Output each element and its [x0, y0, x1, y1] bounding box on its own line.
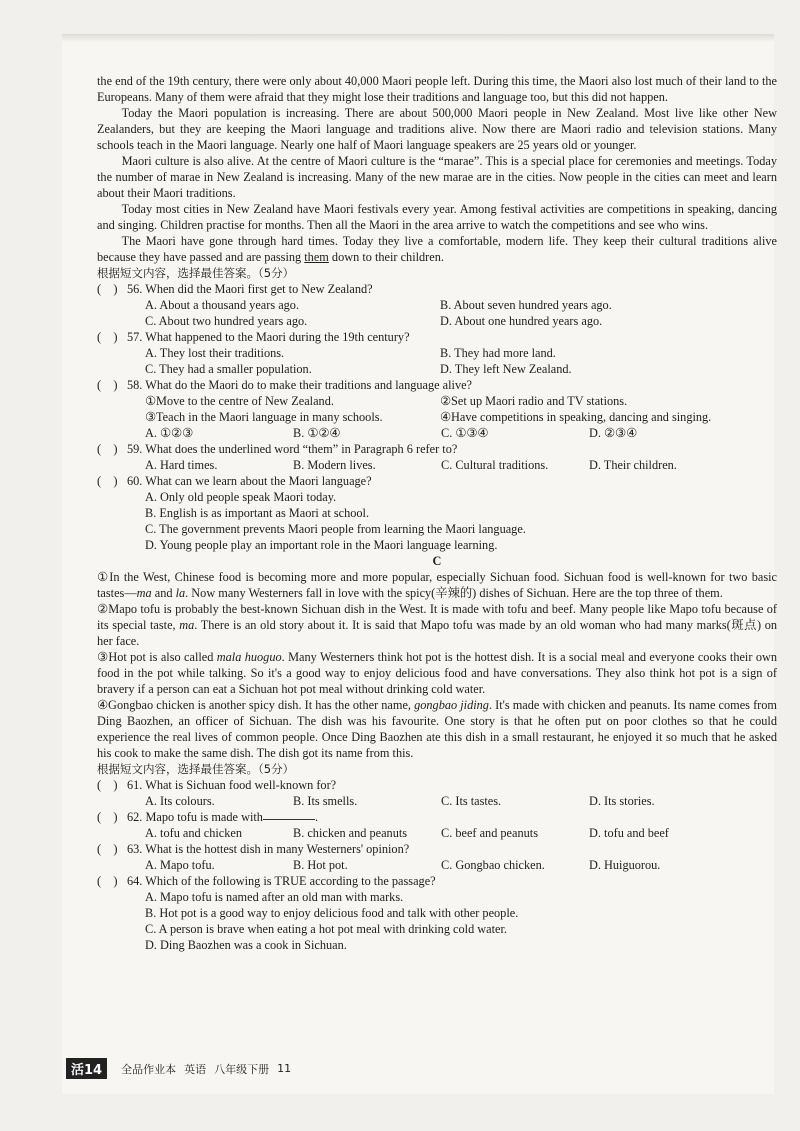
- italic-term: mala huoguo: [216, 650, 282, 664]
- numbered-item: ②Set up Maori radio and TV stations.: [440, 394, 628, 408]
- option[interactable]: C. The government prevents Maori people from learning the Maori language.: [145, 522, 526, 536]
- text-run: and: [151, 586, 176, 600]
- option-row: [97, 921, 777, 937]
- option[interactable]: B. Hot pot.: [293, 858, 348, 872]
- option[interactable]: C. A person is brave when eating a hot pot meal with drinking cold water.: [145, 922, 508, 936]
- passage-c-paragraph: [97, 569, 777, 601]
- option[interactable]: C. beef and peanuts: [441, 826, 538, 840]
- text-run: The Maori have gone through hard times. Today they live a comfortable, modern life. They keep their cultural traditions alive because they have passed and are passing: [97, 234, 777, 264]
- option[interactable]: A. Mapo tofu is named after an old man with marks.: [145, 890, 404, 904]
- text-run: ③Hot pot is also called: [97, 650, 217, 664]
- italic-term: ma: [136, 586, 152, 600]
- option[interactable]: B. ①②④: [293, 426, 341, 440]
- answer-bracket[interactable]: ( ): [97, 474, 118, 488]
- footer-page-number: 11: [277, 1062, 292, 1075]
- option[interactable]: A. They lost their traditions.: [145, 346, 285, 360]
- passage-b-paragraph: the end of the 19th century, there were only about 40,000 Maori people left. During this time, the Maori also lost much of their land to the Europeans. Many of them were afraid that they might lose their traditions and language too, but this did not happen.: [97, 74, 777, 104]
- text-run: ②Mapo tofu is probably the best-known Sichuan dish in the West. It is made with tofu and beef. Many people like Mapo tofu because of its special taste,: [97, 602, 777, 632]
- option-row: [97, 297, 777, 313]
- option-row: [97, 825, 777, 841]
- question-58: [97, 377, 777, 393]
- passage-c-paragraph: [97, 601, 777, 649]
- footer-book: 全品作业本: [121, 1062, 177, 1076]
- worksheet-content: [97, 73, 777, 953]
- option-row: [97, 425, 777, 441]
- question-stem: 61. What is Sichuan food well-known for?: [127, 778, 337, 792]
- passage-c-paragraph: [97, 697, 777, 761]
- option[interactable]: D. Their children.: [589, 458, 677, 472]
- question-stem: 64. Which of the following is TRUE according to the passage?: [127, 874, 436, 888]
- item-row: [97, 409, 777, 425]
- italic-term: gongbao jiding: [414, 698, 489, 712]
- option-row: [97, 937, 777, 953]
- italic-term: la: [175, 586, 186, 600]
- option[interactable]: B. Its smells.: [293, 794, 358, 808]
- option[interactable]: B. Modern lives.: [293, 458, 376, 472]
- text-run: ④Gongbao chicken is another spicy dish. It has the other name,: [97, 698, 415, 712]
- numbered-item: ④Have competitions in speaking, dancing and singing.: [440, 410, 712, 424]
- text-run: . Many Westerners think hot pot is the hottest dish. It is a social meal and everyone cooks their own food in the pot while talking. So it's a good way to enjoy delicious food and have conversations. They also think hot pot is a sign of bravery if a person can eat a Sichuan hot pot meal without drinking cold water.: [97, 650, 777, 696]
- option[interactable]: C. Its tastes.: [441, 794, 502, 808]
- passage-c-paragraph: [97, 649, 777, 697]
- option[interactable]: B. About seven hundred years ago.: [440, 298, 612, 312]
- option[interactable]: D. ②③④: [589, 426, 638, 440]
- option-row: [97, 457, 777, 473]
- question-stem: 56. When did the Maori first get to New Zealand?: [127, 282, 373, 296]
- option-row: [97, 905, 777, 921]
- italic-term: ma: [179, 618, 195, 632]
- option[interactable]: C. Gongbao chicken.: [441, 858, 545, 872]
- question-61: [97, 777, 777, 793]
- footer-grade: 八年级下册: [214, 1062, 270, 1076]
- option[interactable]: C. They had a smaller population.: [145, 362, 312, 376]
- question-59: [97, 441, 777, 457]
- question-60: [97, 473, 777, 489]
- option[interactable]: A. Hard times.: [145, 458, 218, 472]
- option[interactable]: A. Only old people speak Maori today.: [145, 490, 337, 504]
- answer-bracket[interactable]: ( ): [97, 778, 118, 792]
- question-57: [97, 329, 777, 345]
- underlined-word: them: [304, 250, 329, 264]
- passage-b-paragraph: [97, 233, 777, 265]
- section-heading-c: C: [432, 554, 442, 568]
- answer-bracket[interactable]: ( ): [97, 378, 118, 392]
- period: .: [314, 810, 319, 824]
- question-stem: 57. What happened to the Maori during the 19th century?: [127, 330, 410, 344]
- option[interactable]: C. ①③④: [441, 426, 489, 440]
- question-stem: 59. What does the underlined word “them” in Paragraph 6 refer to?: [127, 442, 458, 456]
- option-row: [97, 313, 777, 329]
- page-shadow: [62, 34, 774, 42]
- option-row: [97, 361, 777, 377]
- option-row: [97, 793, 777, 809]
- instruction-b: 根据短文内容，选择最佳答案。（5分）: [97, 266, 295, 280]
- option-row: [97, 537, 777, 553]
- option[interactable]: D. Huiguorou.: [589, 858, 661, 872]
- answer-bracket[interactable]: ( ): [97, 442, 118, 456]
- option[interactable]: A. tofu and chicken: [145, 826, 242, 840]
- footer-subject: 英语: [184, 1062, 207, 1076]
- question-stem: 63. What is the hottest dish in many Westerners' opinion?: [127, 842, 410, 856]
- option[interactable]: D. Its stories.: [589, 794, 655, 808]
- option[interactable]: B. They had more land.: [440, 346, 556, 360]
- question-stem: 62. Mapo tofu is made with: [127, 810, 263, 824]
- option[interactable]: B. Hot pot is a good way to enjoy delicious food and talk with other people.: [145, 906, 519, 920]
- passage-b-paragraph: Today most cities in New Zealand have Maori festivals every year. Among festival activities are competitions in speaking, dancing and singing. Children practise for months. Then all the Maori in the area arrive to watch the competitions and see who wins.: [97, 202, 777, 232]
- option-row: [97, 345, 777, 361]
- option-row: [97, 857, 777, 873]
- option[interactable]: D. About one hundred years ago.: [440, 314, 603, 328]
- option-row: [97, 489, 777, 505]
- option[interactable]: A. About a thousand years ago.: [145, 298, 300, 312]
- question-stem: 60. What can we learn about the Maori language?: [127, 474, 372, 488]
- text-run: ①In the West, Chinese food is becoming more and more popular, especially Sichuan food. Sichuan food is well-known for two basic tastes—: [97, 570, 777, 600]
- footer-tag: 活14: [66, 1058, 107, 1079]
- answer-blank: [263, 809, 315, 820]
- answer-bracket[interactable]: ( ): [97, 874, 118, 888]
- answer-bracket[interactable]: ( ): [97, 330, 118, 344]
- option[interactable]: C. Cultural traditions.: [441, 458, 549, 472]
- question-56: [97, 281, 777, 297]
- item-row: [97, 393, 777, 409]
- option[interactable]: D. Ding Baozhen was a cook in Sichuan.: [145, 938, 347, 952]
- option[interactable]: D. They left New Zealand.: [440, 362, 572, 376]
- text-run: . It's made with chicken and peanuts. Its name comes from Ding Baozhen, an officer of Sichuan. The dish was his favourite. One story is that he often put on poor clothes so that he could experience the real lives of common people. Once Ding Baozhen ate this dish in a small restaurant, he enjoyed it so much that he asked his cook to make the same dish. The dish got its name from this.: [97, 698, 777, 760]
- answer-bracket[interactable]: ( ): [97, 810, 118, 824]
- option[interactable]: D. Young people play an important role in the Maori language learning.: [145, 538, 498, 552]
- text-run: . Now many Westerners fall in love with the spicy(辛辣的) dishes of Sichuan. Here are the top three of them.: [185, 586, 723, 600]
- option[interactable]: A. Mapo tofu.: [145, 858, 215, 872]
- instruction-c: 根据短文内容，选择最佳答案。（5分）: [97, 762, 295, 776]
- option[interactable]: D. tofu and beef: [589, 826, 669, 840]
- question-stem: 58. What do the Maori do to make their traditions and language alive?: [127, 378, 473, 392]
- passage-b-paragraph: Today the Maori population is increasing. There are about 500,000 Maori people in New Zealand. Most live like other New Zealanders, but they are keeping the Maori language and traditions alive. Now there are Maori radio and television stations. Many schools teach in the Maori language. Nearly one half of Maori language speakers are 25 years old or younger.: [97, 106, 777, 152]
- option-row: [97, 505, 777, 521]
- question-62: [97, 809, 777, 825]
- numbered-item: ③Teach in the Maori language in many schools.: [145, 410, 383, 424]
- text-run: . There is an old story about it. It is said that Mapo tofu was made by an old woman who had many marks(斑点) on her face.: [97, 618, 778, 648]
- option[interactable]: A. Its colours.: [145, 794, 215, 808]
- page-footer: [66, 1058, 766, 1079]
- option[interactable]: C. About two hundred years ago.: [145, 314, 308, 328]
- option[interactable]: B. chicken and peanuts: [293, 826, 408, 840]
- option-row: [97, 521, 777, 537]
- option[interactable]: B. English is as important as Maori at school.: [145, 506, 370, 520]
- answer-bracket[interactable]: ( ): [97, 282, 118, 296]
- option[interactable]: A. ①②③: [145, 426, 194, 440]
- answer-bracket[interactable]: ( ): [97, 842, 118, 856]
- option-row: [97, 889, 777, 905]
- passage-b-paragraph: Maori culture is also alive. At the centre of Maori culture is the “marae”. This is a special place for ceremonies and meetings. Today the number of marae in New Zealand is increasing. Many of the new marae are in the cities. Now people in the cities can meet and learn about their Maori traditions.: [97, 154, 777, 200]
- question-64: [97, 873, 777, 889]
- numbered-item: ①Move to the centre of New Zealand.: [145, 394, 334, 408]
- question-63: [97, 841, 777, 857]
- text-run: down to their children.: [328, 250, 444, 264]
